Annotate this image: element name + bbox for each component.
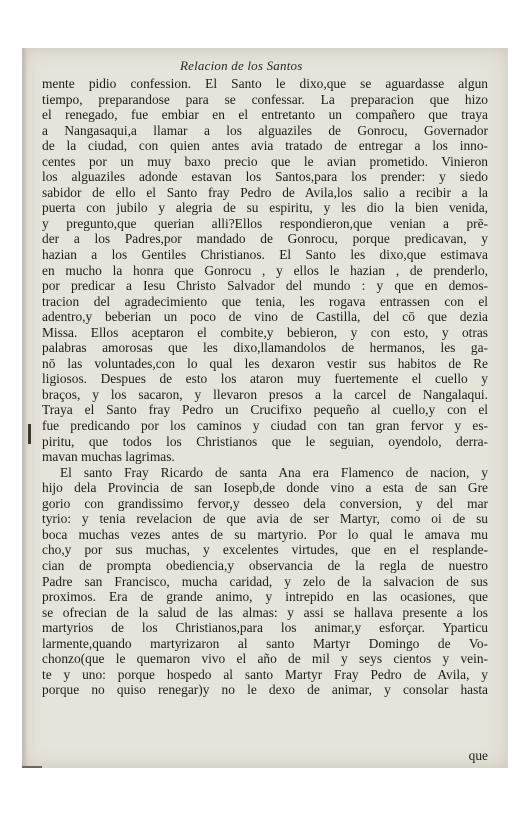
body-text (42, 76, 488, 698)
text-line: adentro,y beberian un poco de vino de Castilla, del cō que dezia (42, 309, 488, 325)
text-line: el renegado, fue embiar en el entretanto un compañero que traya (42, 107, 488, 123)
text-line: Missa. Ellos aceptaron el combite,y bebieron, y con esto, y otras (42, 324, 488, 340)
text-line: tiempo, preparandose para se confessar. La preparacion que hizo (42, 91, 488, 107)
text-line: mente pidio confession. El Santo le dixo,que se aguardasse algun (42, 76, 488, 91)
text-line: piritu, que todos los Christianos que le seguian, oyendolo, derra- (42, 433, 488, 449)
text-line: fue predicando por los caminos y ciudad con tan gran fervor y es- (42, 418, 488, 434)
text-line: sabidor de ello el Santo fray Pedro de Avila,los salio a recibir a la (42, 184, 488, 200)
text-line: larmente,quando martyrizaron al santo Martyr Domingo de Vo- (42, 635, 488, 651)
text-line: te y uno: porque hospedo al santo Martyr Fray Pedro de Avila, y (42, 666, 488, 682)
text-line: hazian a los Gentiles Christianos. El Santo les dixo,que estimava (42, 247, 488, 263)
running-header: Relacion de los Santos (180, 58, 303, 73)
text-line: ligiosos. Despues de esto los ataron muy fuertemente el cuello y (42, 371, 488, 387)
text-line: cian de prompta obediencia,y observancia de la regla de nuestro (42, 557, 488, 573)
text-line: chonzo(que le quemaron vivo el año de mil y seys cientos y vein- (42, 651, 488, 667)
text-line: boca muchas vezes antes de su martyrio. Por lo qual le amava mu (42, 526, 488, 542)
text-line: martyrios de los Christianos,para los animar,y esforçar. Yparticu (42, 620, 488, 636)
text-line: palabras amorosas que les dixo,llamandolos de hermanos, les ga- (42, 340, 488, 356)
text-line: proximos. Era de grande animo, y intrepido en las ocasiones, que (42, 589, 488, 605)
text-line: puerta con jubilo y alegria de su espiritu, y les dio la bien venida, (42, 200, 488, 216)
text-line: se ofrecian de la salud de las almas: y assi se hallava presente a los (42, 604, 488, 620)
text-line: Padre san Francisco, mucha caridad, y zelo de la salvacion de sus (42, 573, 488, 589)
text-line: mavan muchas lagrimas. (42, 449, 175, 465)
text-line: hijo dela Provincia de san Iosepb,de donde vino a esta de san Gre (42, 480, 488, 496)
text-line: nō las voluntades,con lo qual les dexaron vestir sus habitos de Re (42, 355, 488, 371)
text-line: cho,y por sus muchas, y excelentes virtudes, que en el resplande- (42, 542, 488, 558)
text-line: gorio con grandissimo fervor,y desseo dela conversion, y del mar (42, 495, 488, 511)
text-line: braços, y los sacaron, y llevaron presos a la carcel de Nangalaqui. (42, 386, 488, 402)
text-line: a Nangasaqui,a llamar a los alguaziles de Gonrocu, Governador (42, 122, 488, 138)
text-line: y pregunto,que querian alli?Ellos respondieron,que venian a prē- (42, 215, 488, 231)
text-line: tyrio: y tenia revelacion de que avia de ser Martyr, como oi de su (42, 511, 488, 527)
text-line: Traya el Santo fray Pedro un Crucifixo pequeño al cuello,y con el (42, 402, 488, 418)
text-line: tracion del agradecimiento que tenia, les rogava entrassen con el (42, 293, 488, 309)
bottom-rule-mark (22, 766, 42, 768)
text-line: centes por un muy baxo precio que le avian prometido. Vinieron (42, 153, 488, 169)
text-line: en mucho la honra que Gonrocu , y ellos le hazian , de prenderlo, (42, 262, 488, 278)
text-line: por predicar a Iesu Christo Salvador del mundo : y que en demos- (42, 278, 488, 294)
text-line: porque no quiso renegar)y no le dexo de animar, y consolar hasta (42, 682, 488, 698)
margin-bracket-mark (28, 424, 31, 444)
text-line: de la ciudad, con quien antes avia tratado de entregar a los inno- (42, 138, 488, 154)
page-gutter-shadow (22, 48, 28, 768)
text-line: der a los Padres,por mandado de Gonrocu, porque predicavan, y (42, 231, 488, 247)
text-line: los alguaziles adonde estavan los Santos,para los prender: y siedo (42, 169, 488, 185)
text-line: El santo Fray Ricardo de santa Ana era Flamenco de nacion, y (60, 464, 488, 480)
catchword: que (468, 748, 488, 763)
